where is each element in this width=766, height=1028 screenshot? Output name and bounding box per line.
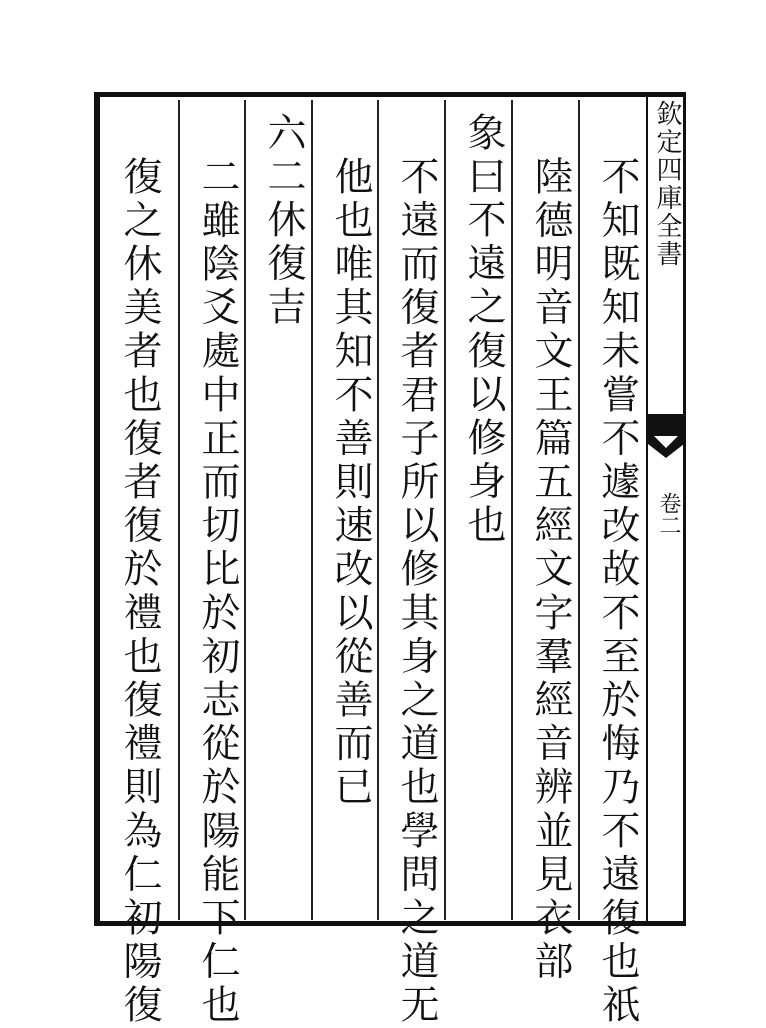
text-column-7: 二雖陰爻處中正而切比於初志從於陽能下仁也 xyxy=(195,156,240,1028)
text-column-6: 六二休復吉 xyxy=(261,112,306,330)
book-title: 欽定四庫全書 xyxy=(652,100,682,268)
column-rule xyxy=(444,100,446,920)
column-rule xyxy=(311,100,313,920)
text-column-1: 不知既知未嘗不遽改故不至於悔乃不遠復也祇 xyxy=(595,156,640,1028)
column-rule xyxy=(511,100,513,920)
banxin-strip xyxy=(646,92,686,926)
text-column-5: 他也唯其知不善則速改以從善而已 xyxy=(328,156,373,810)
fishtail-mark xyxy=(648,414,684,458)
text-column-3: 象曰不遠之復以修身也 xyxy=(461,112,506,548)
column-rule xyxy=(244,100,246,920)
text-column-2: 陸德明音文王篇五經文字羣經音辨並見衣部 xyxy=(528,156,573,985)
column-rule xyxy=(178,100,180,920)
text-column-4: 不遠而復者君子所以修其身之道也學問之道无 xyxy=(394,156,439,1028)
column-rule xyxy=(377,100,379,920)
column-rule xyxy=(578,100,580,920)
text-column-8: 復之休美者也復者復於禮也復禮則為仁初陽復 xyxy=(117,156,162,1028)
volume-label: 卷二 xyxy=(656,492,681,536)
